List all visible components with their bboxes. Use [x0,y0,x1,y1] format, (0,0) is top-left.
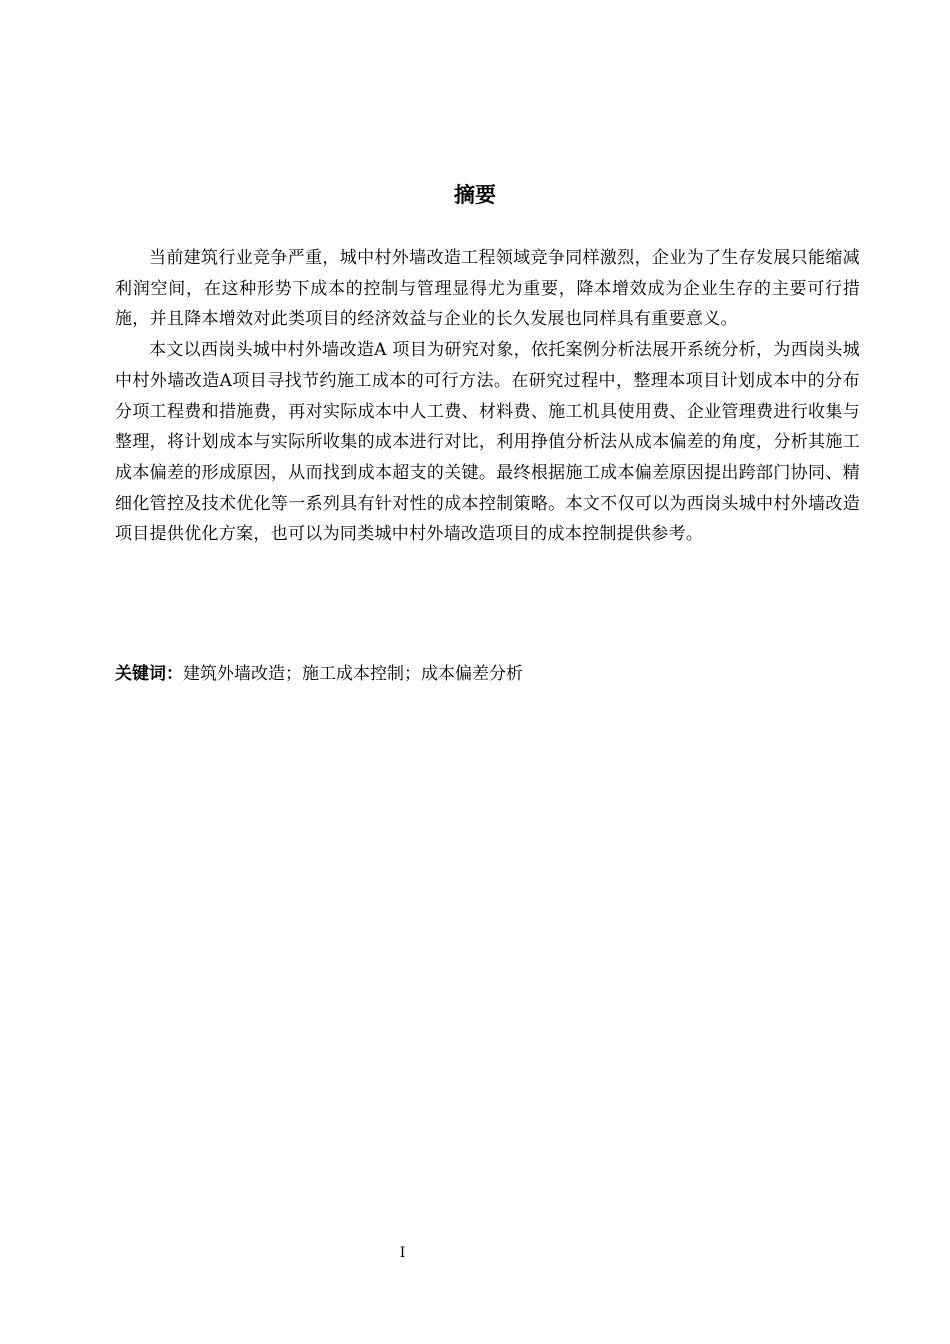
keywords-text: 建筑外墙改造；施工成本控制；成本偏差分析 [183,664,523,684]
abstract-paragraph-2: 本文以西岗头城中村外墙改造A 项目为研究对象，依托案例分析法展开系统分析，为西岗头城中村外墙改造A项目寻找节约施工成本的可行方法。在研究过程中，整理本项目计划成本中的分布分项工程费和措施费，再对实际成本中人工费、材料费、施工机具使用费、企业管理费进行收集与整理，将计划成本与实际所收集的成本进行对比，利用挣值分析法从成本偏差的角度，分析其施工成本偏差的形成原因，从而找到成本超支的关键。最终根据施工成本偏差原因提出跨部门协同、精细化管控及技术优化等一系列具有针对性的成本控制策略。本文不仅可以为西岗头城中村外墙改造项目提供优化方案，也可以为同类城中村外墙改造项目的成本控制提供参考。 [115,340,860,545]
abstract-body [115,243,860,550]
abstract-title: 摘要 [454,183,496,207]
abstract-paragraph-1: 当前建筑行业竞争严重，城中村外墙改造工程领域竞争同样激烈，企业为了生存发展只能缩减利润空间，在这种形势下成本的控制与管理显得尤为重要，降本增效成为企业生存的主要可行措施，并且降本增效对此类项目的经济效益与企业的长久发展也同样具有重要意义。 [115,248,860,330]
keywords-line [115,659,860,689]
keywords-label: 关键词： [115,664,183,684]
page-number: I [399,1245,406,1261]
